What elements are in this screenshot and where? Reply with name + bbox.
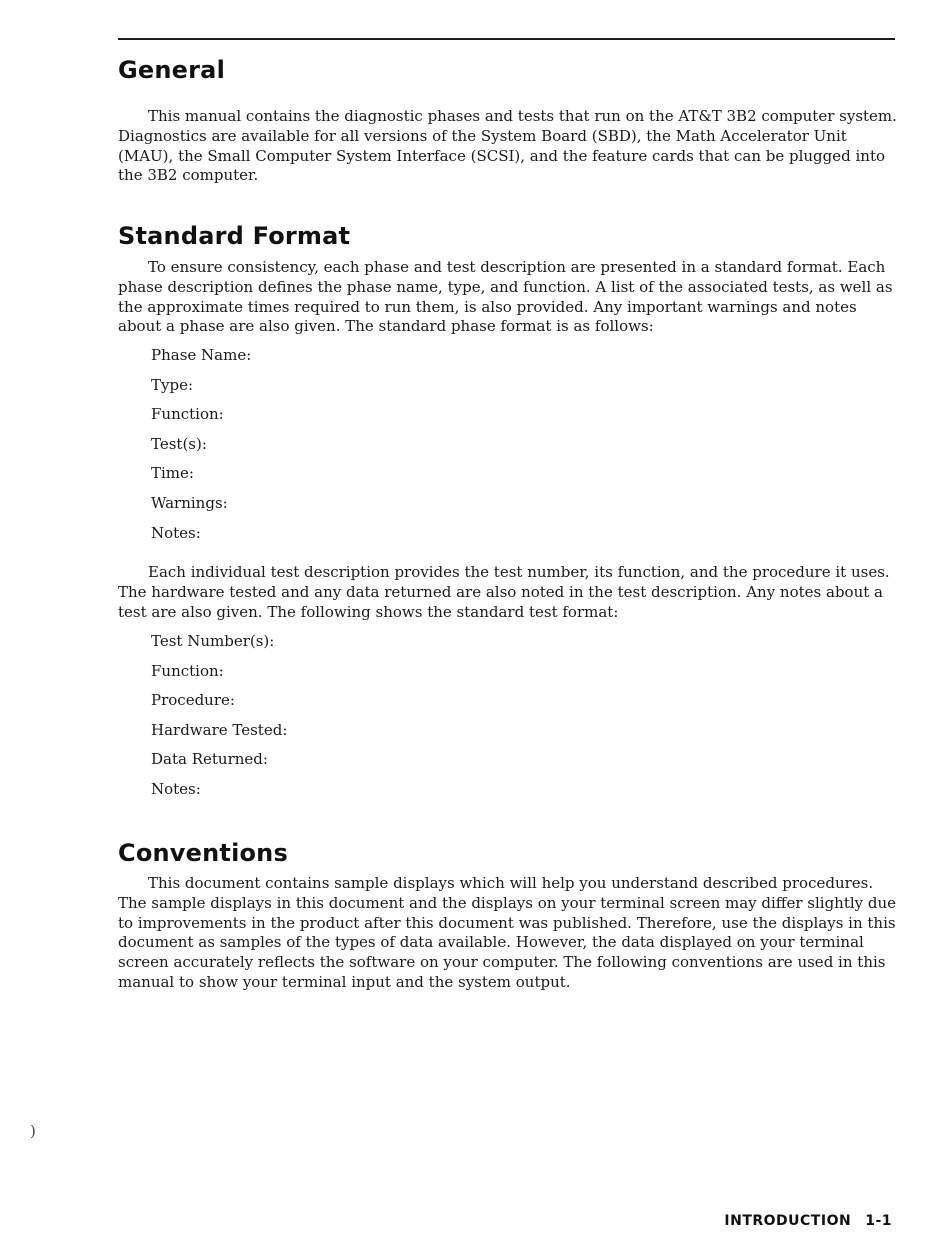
paragraph-conventions: This document contains sample displays which will help you understand described procedures. The sample displays in this document and the displays on your terminal screen may differ slightly due to improvements in the product after this document was published. Therefore, use the displays in this document as samples of the types of data available. However, the data displayed on your terminal screen accurately reflects the software on your computer. The following conventions are used in this manual to show your terminal input and the system output.: [118, 874, 897, 991]
test-field-data-returned: Data Returned:: [151, 750, 268, 769]
paragraph-standard-format-intro: To ensure consistency, each phase and test description are presented in a standard format. Each phase description defines the phase name, type, and function. A list of the associated tests, as well as the approximate times required to run them, is also provided. Any important warnings and notes about a phase are also given. The standard phase format is as follows:: [118, 258, 893, 336]
footer-page-number: 1-1: [865, 1213, 892, 1229]
test-field-procedure: Procedure:: [151, 691, 235, 710]
test-field-function: Function:: [151, 661, 224, 680]
phase-field-time: Time:: [151, 464, 194, 483]
heading-standard-format: Standard Format: [118, 222, 351, 250]
paragraph-general: This manual contains the diagnostic phases and tests that run on the AT&T 3B2 computer system. Diagnostics are available for all versions of the System Board (SBD), the Math Accelerator Unit (MAU), the Small Computer System Interface (SCSI), and the feature cards that can be plugged into the 3B2 computer.: [118, 107, 897, 185]
test-field-test-number: Test Number(s):: [151, 632, 275, 650]
phase-format-list: [151, 345, 251, 552]
phase-field-phase-name: Phase Name:: [151, 346, 252, 364]
top-rule: [118, 38, 895, 40]
test-field-notes: Notes:: [151, 779, 201, 798]
phase-field-function: Function:: [151, 405, 224, 424]
paragraph-test-description: Each individual test description provides the test number, its function, and the procedure it uses. The hardware tested and any data returned are also noted in the test description. Any notes about a test are also given. The following shows the standard test format:: [118, 563, 890, 621]
phase-field-tests: Test(s):: [151, 434, 207, 453]
test-format-list: [151, 631, 287, 809]
phase-field-warnings: Warnings:: [151, 493, 228, 512]
footer-section-name: INTRODUCTION: [724, 1213, 852, 1229]
test-field-hardware-tested: Hardware Tested:: [151, 720, 288, 739]
heading-general: General: [118, 56, 225, 84]
phase-field-type: Type:: [151, 375, 194, 394]
page-footer: [724, 1213, 892, 1229]
phase-field-notes: Notes:: [151, 523, 201, 542]
margin-mark: ): [30, 1122, 36, 1140]
heading-conventions: Conventions: [118, 839, 288, 867]
